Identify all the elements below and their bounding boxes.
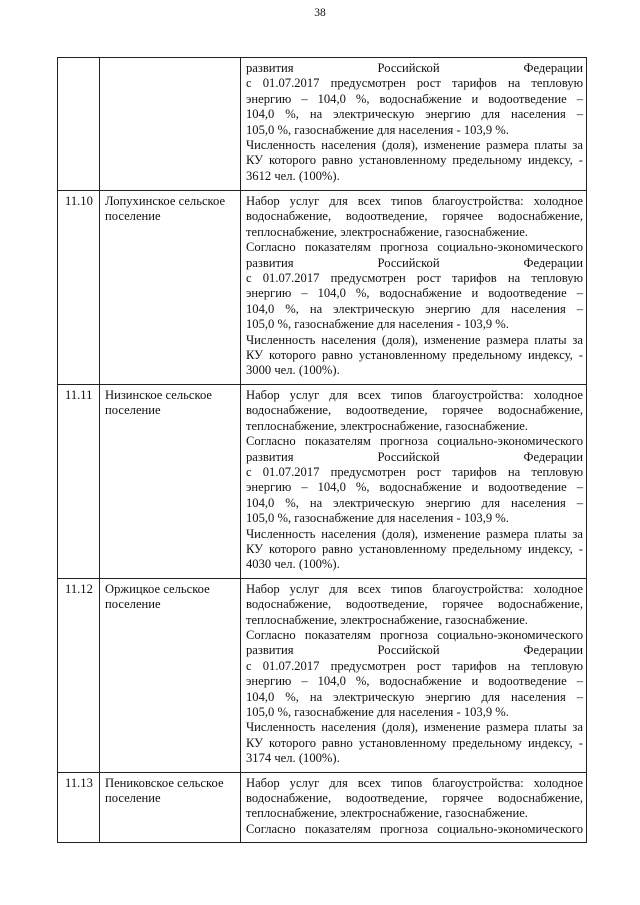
description-line: энергию – 104,0 %, водоснабжение и водоотведение – bbox=[246, 480, 583, 495]
settlement-name: Лопухинское сельское поселение bbox=[100, 191, 241, 385]
table-row bbox=[58, 578, 587, 772]
description-line: с 01.07.2017 предусмотрен рост тарифов на тепловую bbox=[246, 76, 583, 91]
description-line: 104,0 %, на электрическую энергию для населения – bbox=[246, 301, 583, 316]
description-line: 105,0 %, газоснабжение для населения - 103,9 %. bbox=[246, 317, 509, 332]
description-word: Федерации bbox=[523, 449, 583, 464]
description-word: Российской bbox=[377, 255, 440, 270]
description-line: водоснабжение, водоотведение, горячее водоснабжение, bbox=[246, 791, 583, 806]
table-body bbox=[58, 58, 587, 843]
description-line bbox=[246, 256, 583, 271]
description-word: Федерации bbox=[523, 255, 583, 270]
description-line: 3174 чел. (100%). bbox=[246, 751, 340, 766]
table-row bbox=[58, 58, 587, 191]
description-line: водоснабжение, водоотведение, горячее водоснабжение, bbox=[246, 597, 583, 612]
description-line: Набор услуг для всех типов благоустройства: холодное bbox=[246, 581, 583, 596]
description-cell bbox=[241, 772, 587, 843]
description-line: теплоснабжение, электроснабжение, газоснабжение. bbox=[246, 806, 528, 821]
description-line: с 01.07.2017 предусмотрен рост тарифов на тепловую bbox=[246, 271, 583, 286]
item-number: 11.10 bbox=[58, 191, 100, 385]
description-line: Численность населения (доля), изменение размера платы за bbox=[246, 138, 583, 153]
description-line: Численность населения (доля), изменение размера платы за bbox=[246, 720, 583, 735]
table-row bbox=[58, 772, 587, 843]
item-number: 11.11 bbox=[58, 384, 100, 578]
description-line: Согласно показателям прогноза социально-экономического bbox=[246, 434, 583, 449]
description-line: 105,0 %, газоснабжение для населения - 103,9 %. bbox=[246, 122, 509, 137]
description-line: 104,0 %, на электрическую энергию для населения – bbox=[246, 107, 583, 122]
settlement-name: Оржицкое сельское поселение bbox=[100, 578, 241, 772]
description-line: Набор услуг для всех типов благоустройства: холодное bbox=[246, 194, 583, 208]
description-line: Набор услуг для всех типов благоустройства: холодное bbox=[246, 387, 583, 402]
description-line: 3612 чел. (100%). bbox=[246, 168, 340, 183]
description-line: 104,0 %, на электрическую энергию для населения – bbox=[246, 495, 583, 510]
settlement-name: Низинское сельское поселение bbox=[100, 384, 241, 578]
description-line: водоснабжение, водоотведение, горячее водоснабжение, bbox=[246, 403, 583, 418]
description-line: КУ которого равно установленному предельному индексу, - bbox=[246, 735, 583, 750]
item-number: 11.13 bbox=[58, 772, 100, 843]
description-line: теплоснабжение, электроснабжение, газоснабжение. bbox=[246, 612, 528, 627]
description-word: Российской bbox=[377, 449, 440, 464]
description-line: Согласно показателям прогноза социально-экономического bbox=[246, 627, 583, 642]
description-cell bbox=[241, 191, 587, 385]
description-cell bbox=[241, 384, 587, 578]
description-line: Набор услуг для всех типов благоустройства: холодное bbox=[246, 775, 583, 790]
table-row bbox=[58, 191, 587, 385]
description-word: Федерации bbox=[523, 61, 583, 75]
description-line: КУ которого равно установленному предельному индексу, - bbox=[246, 153, 583, 168]
description-line: водоснабжение, водоотведение, горячее водоснабжение, bbox=[246, 209, 583, 224]
settlement-name bbox=[100, 58, 241, 191]
description-line: КУ которого равно установленному предельному индексу, - bbox=[246, 541, 583, 556]
description-word: Российской bbox=[377, 643, 440, 658]
page-number: 38 bbox=[314, 7, 326, 19]
table-row bbox=[58, 384, 587, 578]
description-line: 3000 чел. (100%). bbox=[246, 363, 340, 378]
description-line: энергию – 104,0 %, водоснабжение и водоотведение – bbox=[246, 91, 583, 106]
description-line: 104,0 %, на электрическую энергию для населения – bbox=[246, 689, 583, 704]
description-cell bbox=[241, 58, 587, 191]
description-line: 105,0 %, газоснабжение для населения - 103,9 %. bbox=[246, 511, 509, 526]
description-word: развития bbox=[246, 449, 294, 464]
item-number: 11.12 bbox=[58, 578, 100, 772]
settlement-name: Пениковское сельское поселение bbox=[100, 772, 241, 843]
description-word: Федерации bbox=[523, 643, 583, 658]
description-line: энергию – 104,0 %, водоснабжение и водоотведение – bbox=[246, 286, 583, 301]
description-line: КУ которого равно установленному предельному индексу, - bbox=[246, 348, 583, 363]
settlements-table bbox=[57, 57, 587, 843]
description-line: с 01.07.2017 предусмотрен рост тарифов на тепловую bbox=[246, 658, 583, 673]
description-word: развития bbox=[246, 61, 294, 75]
description-line: 105,0 %, газоснабжение для населения - 103,9 %. bbox=[246, 705, 509, 719]
description-line: Согласно показателям прогноза социально-экономического bbox=[246, 821, 583, 836]
description-line: с 01.07.2017 предусмотрен рост тарифов на тепловую bbox=[246, 464, 583, 479]
description-line: теплоснабжение, электроснабжение, газоснабжение. bbox=[246, 224, 528, 239]
description-line: Согласно показателям прогноза социально-экономического bbox=[246, 240, 583, 255]
description-line: Численность населения (доля), изменение размера платы за bbox=[246, 332, 583, 347]
description-line bbox=[246, 61, 583, 76]
description-line bbox=[246, 450, 583, 465]
description-line: 4030 чел. (100%). bbox=[246, 557, 340, 572]
description-line bbox=[246, 643, 583, 658]
description-line: Численность населения (доля), изменение размера платы за bbox=[246, 526, 583, 541]
description-cell bbox=[241, 578, 587, 772]
description-word: развития bbox=[246, 255, 294, 270]
item-number bbox=[58, 58, 100, 191]
description-line: энергию – 104,0 %, водоснабжение и водоотведение – bbox=[246, 674, 583, 689]
description-line: теплоснабжение, электроснабжение, газоснабжение. bbox=[246, 418, 528, 433]
description-word: Российской bbox=[377, 61, 440, 75]
description-word: развития bbox=[246, 643, 294, 658]
